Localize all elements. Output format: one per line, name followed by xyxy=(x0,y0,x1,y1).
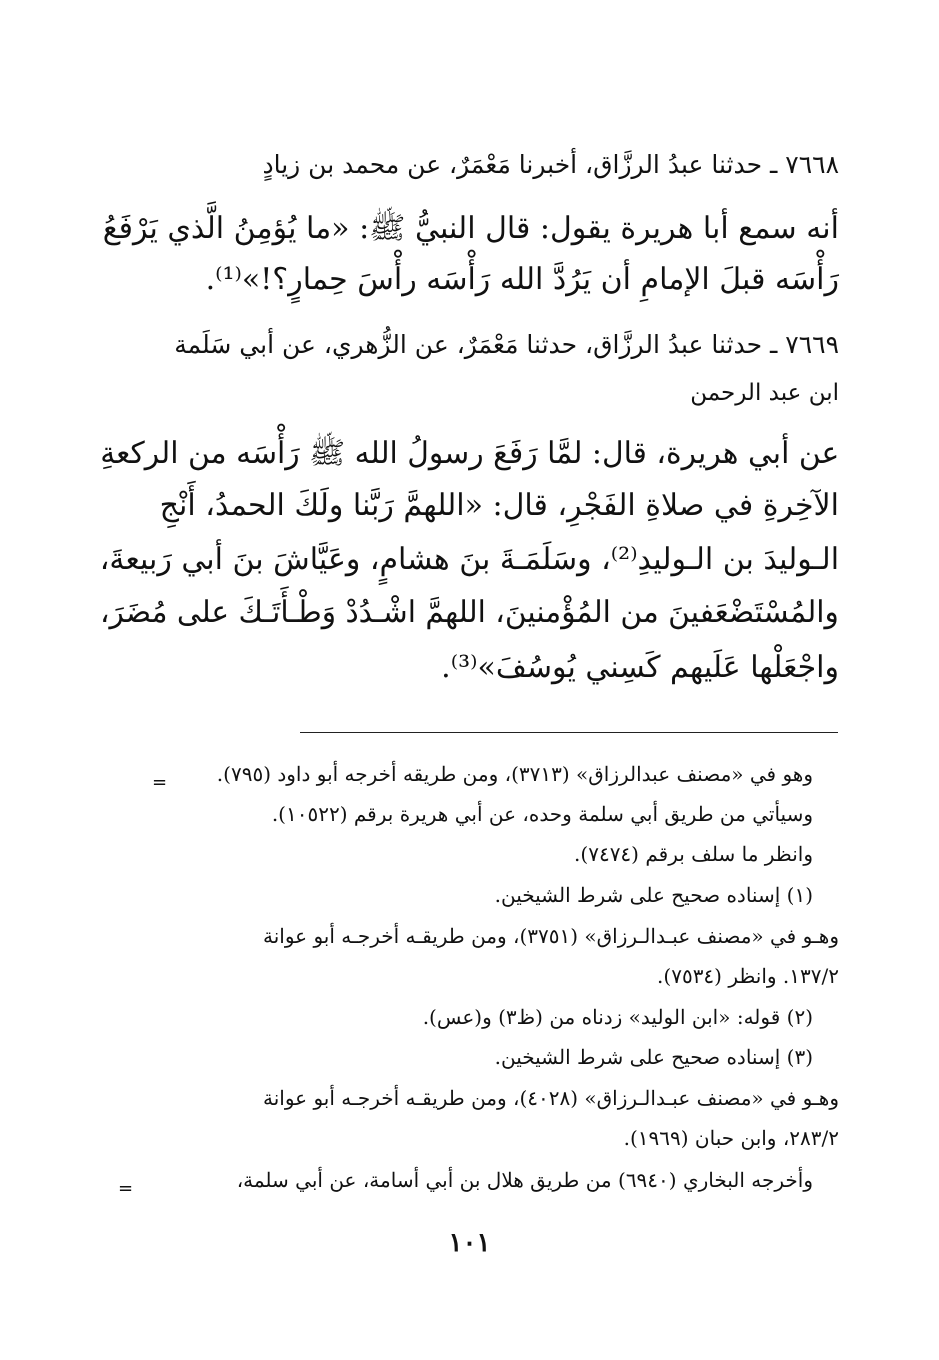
hadith-7669-body-line-4: والمُسْتَضْعَفينَ من المُؤْمنينَ، اللهمَّ اشْـدُدْ وَطْـأَتَـكَ على مُضَرَ، xyxy=(100,595,839,630)
footnote-continuation-line-1: وهو في «مصنف عبدالرزاق» (٣٧١٣)، ومن طريقه أخرجه أبو داود (٧٩٥). xyxy=(216,762,813,786)
next-page-marker: = xyxy=(118,1178,134,1199)
footnote-1-line-1: (١) إسناده صحيح على شرط الشيخين. xyxy=(494,883,813,907)
hadith-7669-body-line-3: الـوليدَ بن الـوليدِ⁽²⁾، وسَلَمَـةَ بنَ هشامٍ، وعَيَّاشَ بنَ أبي رَبيعةَ، xyxy=(99,542,839,577)
footnote-1-line-2: وهـو في «مصنف عبـدالـرزاق» (٣٧٥١)، ومن طريقـه أخرجـه أبو عوانة xyxy=(262,924,839,948)
hadith-7669-body-line-5: واجْعَلْها عَلَيهم كَسِني يُوسُفَ»⁽³⁾. xyxy=(441,650,839,685)
hadith-7668-header: ٧٦٦٨ ـ حدثنا عبدُ الرزَّاق، أخبرنا مَعْمَرٌ، عن محمد بن زيادٍ xyxy=(262,150,839,179)
footnote-separator xyxy=(300,732,838,733)
footnote-3-line-2: وهـو في «مصنف عبـدالـرزاق» (٤٠٢٨)، ومن طريقـه أخرجـه أبو عوانة xyxy=(262,1086,839,1110)
footnote-3-line-3: ٢٨٣/٢، وابن حبان (١٩٦٩). xyxy=(623,1126,839,1150)
continuation-marker: = xyxy=(152,772,168,793)
hadith-7669-body-line-2: الآخِرةِ في صلاةِ الفَجْرِ، قال: «اللهمَّ رَبَّنا ولَكَ الحمدُ، أَنْجِ xyxy=(159,488,839,523)
page-number: ١٠١ xyxy=(448,1228,491,1258)
hadith-7668-body-line-1: أنه سمع أبا هريرة يقول: قال النبيُّ ﷺ: «ما يُؤمِنُ الَّذي يَرْفَعُ xyxy=(102,211,839,246)
hadith-7668-body-line-2: رَأْسَه قبلَ الإمامِ أن يَرُدَّ الله رَأْسَه رأْسَ حِمارٍ؟!»⁽¹⁾. xyxy=(205,262,839,297)
hadith-7669-header-continuation: ابن عبد الرحمن xyxy=(690,380,839,406)
footnote-continuation-line-2: وسيأتي من طريق أبي سلمة وحده، عن أبي هريرة برقم (١٠٥٢٢). xyxy=(271,802,813,826)
hadith-7669-body-line-1: عن أبي هريرة، قال: لمَّا رَفَعَ رسولُ الله ﷺ رَأْسَه من الركعةِ xyxy=(99,436,839,471)
footnote-1-line-3: ١٣٧/٢. وانظر (٧٥٣٤). xyxy=(657,964,839,988)
footnote-3-line-4: وأخرجه البخاري (٦٩٤٠) من طريق هلال بن أبي أسامة، عن أبي سلمة، xyxy=(236,1168,813,1192)
hadith-7669-header: ٧٦٦٩ ـ حدثنا عبدُ الرزَّاق، حدثنا مَعْمَرٌ، عن الزُّهري، عن أبي سَلَمة xyxy=(174,330,839,359)
footnote-3-line-1: (٣) إسناده صحيح على شرط الشيخين. xyxy=(494,1045,813,1069)
footnote-continuation-line-3: وانظر ما سلف برقم (٧٤٧٤). xyxy=(574,842,813,866)
footnote-2-line-1: (٢) قوله: «ابن الوليد» زدناه من (ظ٣) و(عس). xyxy=(422,1005,813,1029)
